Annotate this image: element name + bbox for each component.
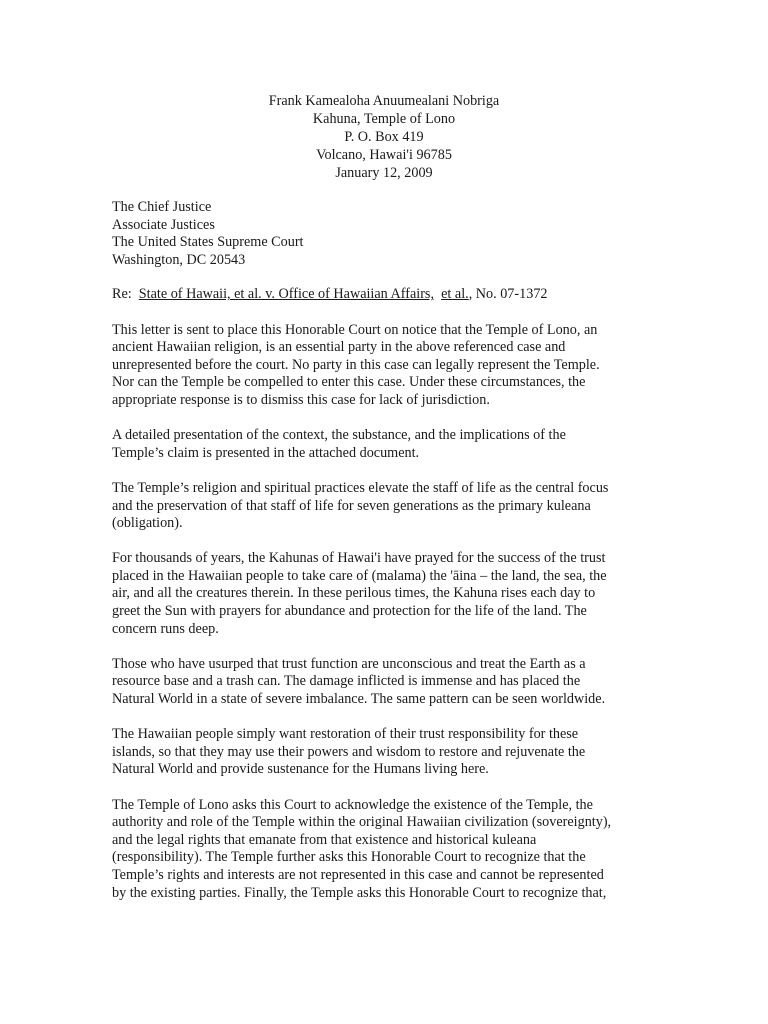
re-line (112, 286, 652, 304)
text-line: islands, so that they may use their powers and wisdom to restore and rejuvenate the (112, 743, 586, 760)
recipient-line: Associate Justices (112, 216, 215, 233)
text-line: greet the Sun with prayers for abundance and protection for the life of the land. The (112, 603, 587, 620)
text-line: ancient Hawaiian religion, is an essential party in the above referenced case and (112, 339, 566, 356)
case-number: , No. 07-1372 (468, 286, 548, 303)
case-etal: et al. (441, 286, 469, 303)
text-line: air, and all the creatures therein. In these perilous times, the Kahuna rises each day to (112, 585, 596, 602)
re-prefix: Re: (112, 286, 132, 303)
text-line: unrepresented before the court. No party in this case can legally represent the Temple. (112, 356, 600, 373)
sender-title: Kahuna, Temple of Lono (312, 111, 456, 127)
paragraph-kahunas (112, 550, 652, 638)
text-line: placed in the Hawaiian people to take care of (malama) the 'āina – the land, the sea, the (112, 567, 607, 584)
recipient-line: Washington, DC 20543 (112, 251, 246, 268)
text-line: authority and role of the Temple within the original Hawaiian civilization (sovereignty), (112, 814, 612, 831)
letter-date: January 12, 2009 (335, 165, 433, 181)
text-line: Those who have usurped that trust function are unconscious and treat the Earth as a (112, 655, 586, 672)
recipient-line: The Chief Justice (112, 199, 212, 215)
sender-name: Frank Kamealoha Anuumealani Nobriga (268, 93, 500, 109)
text-line: and the preservation of that staff of life for seven generations as the primary kuleana (112, 497, 591, 514)
case-name: State of Hawaii, et al. v. Office of Hawaiian Affairs, (138, 286, 435, 303)
text-line: (obligation). (112, 515, 183, 532)
text-line: appropriate response is to dismiss this case for lack of jurisdiction. (112, 391, 490, 408)
text-line: (responsibility). The Temple further asks this Honorable Court to recognize that the (112, 849, 586, 866)
paragraph-usurped (112, 656, 652, 709)
text-line: resource base and a trash can. The damage inflicted is immense and has placed the (112, 673, 581, 690)
text-line: Temple’s claim is presented in the attached document. (112, 444, 420, 461)
text-line: The Hawaiian people simply want restoration of their trust responsibility for these (112, 726, 579, 743)
text-line: Natural World and provide sustenance for the Humans living here. (112, 761, 489, 778)
text-line: and the legal rights that emanate from that existence and historical kuleana (112, 831, 537, 848)
text-line: A detailed presentation of the context, the substance, and the implications of the (112, 427, 566, 444)
paragraph-religion (112, 480, 652, 533)
sender-city: Volcano, Hawai'i 96785 (316, 147, 452, 163)
letter-body (112, 199, 652, 902)
text-line: concern runs deep. (112, 620, 219, 637)
paragraph-restoration (112, 726, 652, 779)
paragraph-request (112, 797, 652, 903)
paragraph-notice (112, 322, 652, 410)
text-line: Temple’s rights and interests are not represented in this case and cannot be represented (112, 866, 604, 883)
text-line: by the existing parties. Finally, the Temple asks this Honorable Court to recognize that, (112, 884, 607, 901)
text-line: Natural World in a state of severe imbalance. The same pattern can be seen worldwide. (112, 691, 606, 708)
text-line: For thousands of years, the Kahunas of Hawai'i have prayed for the success of the trust (112, 550, 606, 567)
text-line: The Temple of Lono asks this Court to acknowledge the existence of the Temple, the (112, 796, 593, 813)
text-line: The Temple’s religion and spiritual practices elevate the staff of life as the central focus (112, 479, 609, 496)
text-line: Nor can the Temple be compelled to enter this case. Under these circumstances, the (112, 374, 586, 391)
sender-po-box: P. O. Box 419 (344, 129, 424, 145)
recipient-line: The United States Supreme Court (112, 234, 304, 251)
letter-header (0, 93, 768, 183)
paragraph-attachment (112, 427, 652, 462)
recipient-address (112, 199, 652, 269)
text-line: This letter is sent to place this Honorable Court on notice that the Temple of Lono, an (112, 321, 598, 338)
